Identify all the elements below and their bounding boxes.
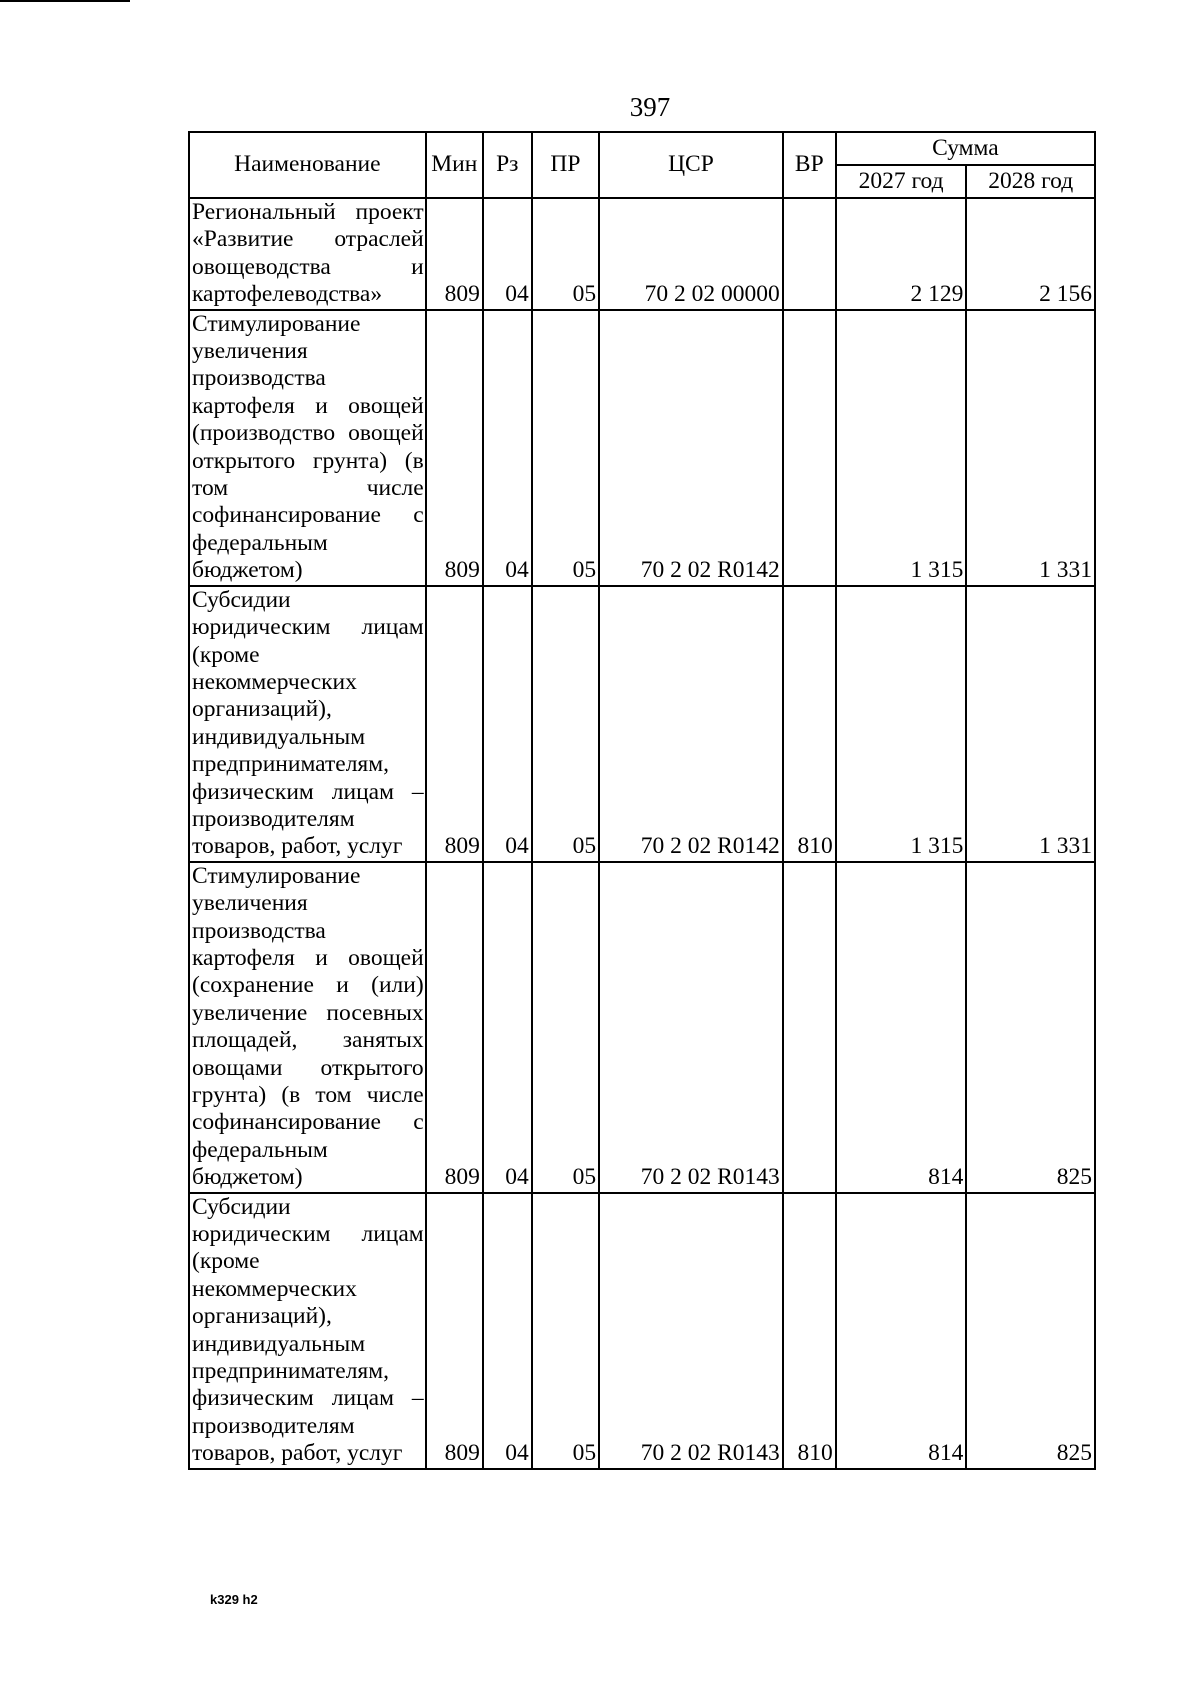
page-number: 397 <box>629 92 671 122</box>
row-csr: 70 2 02 R0142 <box>599 586 783 862</box>
row-name: Стимулирование увеличения производства картофеля и овощей (сохранение и (или) увеличение посевных площадей, занятых овощами открытого грунта) (в том числе софинансирование с федеральным бюджетом) <box>189 862 426 1193</box>
row-name: Субсидии юридическим лицам (кроме некоммерческих организаций), индивидуальным предпринимателям, физическим лицам – производителям товаров, работ, услуг <box>189 586 426 862</box>
row-vr <box>783 198 836 310</box>
row-pr: 05 <box>532 198 599 310</box>
row-sum-2028: 1 331 <box>966 310 1095 586</box>
row-pr: 05 <box>532 862 599 1193</box>
row-pr: 05 <box>532 586 599 862</box>
table-row <box>189 1193 1095 1469</box>
row-sum-2027: 814 <box>836 862 967 1193</box>
table-row <box>189 198 1095 310</box>
top-edge-rule <box>0 0 130 2</box>
row-vr <box>783 862 836 1193</box>
row-name: Стимулирование увеличения производства картофеля и овощей (производство овощей открытого грунта) (в том числе софинансирование с федеральным бюджетом) <box>189 310 426 586</box>
row-rz: 04 <box>483 862 532 1193</box>
table-row <box>189 586 1095 862</box>
table-row <box>189 862 1095 1193</box>
row-min: 809 <box>426 862 483 1193</box>
table-body <box>189 198 1095 1469</box>
header-csr: ЦСР <box>599 132 783 198</box>
row-csr: 70 2 02 R0143 <box>599 862 783 1193</box>
header-pr: ПР <box>532 132 599 198</box>
row-vr: 810 <box>783 1193 836 1469</box>
row-min: 809 <box>426 310 483 586</box>
row-sum-2027: 2 129 <box>836 198 967 310</box>
row-vr <box>783 310 836 586</box>
row-sum-2028: 825 <box>966 862 1095 1193</box>
row-pr: 05 <box>532 1193 599 1469</box>
header-vr: ВР <box>783 132 836 198</box>
row-sum-2028: 2 156 <box>966 198 1095 310</box>
table-row <box>189 310 1095 586</box>
row-rz: 04 <box>483 586 532 862</box>
header-sum: Сумма <box>836 132 1095 165</box>
row-sum-2028: 825 <box>966 1193 1095 1469</box>
row-name: Региональный проект «Развитие отраслей овощеводства и картофелеводства» <box>189 198 426 310</box>
row-pr: 05 <box>532 310 599 586</box>
row-rz: 04 <box>483 198 532 310</box>
budget-table <box>188 131 1096 1470</box>
header-year-2027: 2027 год <box>836 165 967 198</box>
row-min: 809 <box>426 1193 483 1469</box>
row-sum-2027: 1 315 <box>836 586 967 862</box>
row-rz: 04 <box>483 1193 532 1469</box>
header-rz: Рз <box>483 132 532 198</box>
row-min: 809 <box>426 198 483 310</box>
row-csr: 70 2 02 R0142 <box>599 310 783 586</box>
row-name: Субсидии юридическим лицам (кроме некоммерческих организаций), индивидуальным предпринимателям, физическим лицам – производителям товаров, работ, услуг <box>189 1193 426 1469</box>
row-csr: 70 2 02 00000 <box>599 198 783 310</box>
row-csr: 70 2 02 R0143 <box>599 1193 783 1469</box>
row-min: 809 <box>426 586 483 862</box>
header-name: Наименование <box>189 132 426 198</box>
row-sum-2027: 814 <box>836 1193 967 1469</box>
row-vr: 810 <box>783 586 836 862</box>
row-sum-2028: 1 331 <box>966 586 1095 862</box>
header-year-2028: 2028 год <box>966 165 1095 198</box>
row-rz: 04 <box>483 310 532 586</box>
header-min: Мин <box>426 132 483 198</box>
footer-code: k329 h2 <box>210 1592 258 1607</box>
row-sum-2027: 1 315 <box>836 310 967 586</box>
